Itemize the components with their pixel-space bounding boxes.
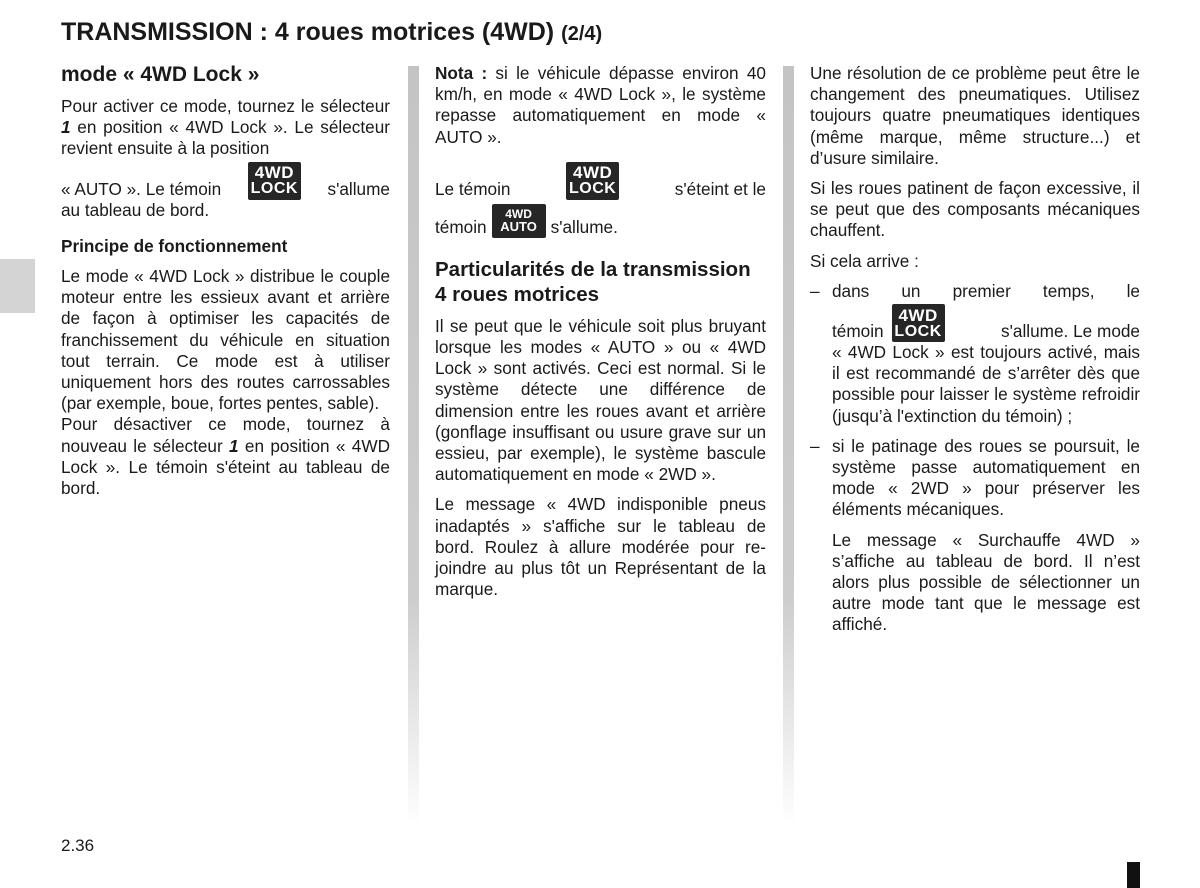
column-separator-1 <box>408 66 419 826</box>
list-item-1-icon-line <box>832 304 1140 342</box>
lamp-on-line <box>435 204 766 238</box>
selector-number-2: 1 <box>229 435 239 456</box>
column-right <box>810 63 1140 636</box>
lamp-off-text-1: Le témoin <box>435 178 511 199</box>
lock-lamp-2-line2: LOCK <box>568 180 617 198</box>
auto-lamp-line2: AUTO <box>500 219 537 235</box>
paragraph-deactivate-text-2: en position « 4WD Lock ». Le témoin s'éteint au tableau de bord. <box>61 435 390 499</box>
lamp-off-line <box>435 162 766 200</box>
activate-text-before-icon: « AUTO ». Le témoin <box>61 178 222 199</box>
page-title <box>61 18 602 47</box>
lock-lamp-line2: LOCK <box>250 180 298 198</box>
page-indicator: (2/4) <box>561 23 603 45</box>
4wd-auto-icon <box>492 204 546 238</box>
lamp-on-text-1: témoin <box>435 216 487 237</box>
column-middle <box>435 63 766 600</box>
subsection-title-principe: Principe de fonctionnement <box>61 235 288 256</box>
section-title-4wd-lock: mode « 4WD Lock » <box>61 63 260 86</box>
paragraph-message-pneus: Le message « 4WD indisponible pneus inadaptés » s'affiche sur le tableau de bord. Roulez à allure modérée pour rejoindre au plus tôt un Représentant de la marque. <box>435 494 766 600</box>
paragraph-principe: Le mode « 4WD Lock » distribue le couple moteur entre les essieux avant et arrière de façon à optimiser les capacités de franchissement du véhicule en situation tout terrain. Ce mode est à utiliser uniquement hors des routes carrossables (par exemple, boue, fortes pentes, sable). <box>61 266 390 414</box>
list-dash-1: – <box>810 280 820 301</box>
list-item-2 <box>810 436 1140 521</box>
paragraph-activate-text-1: Pour activer ce mode, tournez le sélecteur <box>61 96 390 116</box>
auto-lamp-line1: 4WD <box>505 207 532 222</box>
list-item-1-rest: « 4WD Lock » est toujours activé, mais il est recommandé de s’arrêter dès que possible pour laisser le système refroidir (jusqu’à l'extinction du témoin) ; <box>832 342 1140 426</box>
activate-text-after-icon: s'allume <box>327 178 390 199</box>
paragraph-deactivate-text-1: Pour désactiver ce mode, tournez à nouveau le sélecteur <box>61 414 390 456</box>
list-item-1-line1: dans un premier temps, le <box>832 280 1140 301</box>
paragraph-activate <box>61 96 390 160</box>
list-item-1-before-icon: témoin <box>832 321 884 342</box>
paragraph-deactivate <box>61 414 390 499</box>
selector-number: 1 <box>61 117 71 138</box>
section-title-particularites: Particularités de la transmission 4 roues motrices <box>435 257 751 307</box>
nota-text: si le véhicule dépasse environ 40 km/h, en mode « 4WD Lock », le système repasse automatiquement en mode « AUTO ». <box>435 63 766 147</box>
nota-label: Nota : <box>435 63 488 83</box>
column-left <box>61 63 390 499</box>
lock-lamp-3-line2: LOCK <box>894 322 942 340</box>
page-edge-marker <box>1127 862 1140 888</box>
page-number: 2.36 <box>61 836 95 855</box>
paragraph-surchauffe: Le message « Surchauffe 4WD » s’affiche au tableau de bord. Il n’est alors plus possible de sélectionner un autre mode tant que le message est affiché. <box>832 529 1140 635</box>
lock-lamp-line1: 4WD <box>254 163 294 183</box>
paragraph-activate-text-2: en position « 4WD Lock ». Le sélecteur revient ensuite à la position <box>61 117 390 159</box>
chapter-tab <box>0 259 35 313</box>
list-item-1 <box>810 281 1140 427</box>
nota-paragraph <box>435 63 766 148</box>
paragraph-si-cela: Si cela arrive : <box>810 250 919 271</box>
lamp-off-text-2: s'éteint et le <box>674 178 766 199</box>
paragraph-patinage: Si les roues patinent de façon excessive, il se peut que des composants mécaniques chauffent. <box>810 178 1140 241</box>
list-item-2-text: si le patinage des roues se poursuit, le système passe automatiquement en mode « 2WD » pour préserver les éléments mécaniques. <box>832 435 1140 520</box>
activate-icon-line <box>61 162 390 200</box>
activate-end: au tableau de bord. <box>61 199 210 220</box>
list-item-1-after-icon: s'allume. Le mode <box>1001 321 1140 342</box>
lock-lamp-3-line1: 4WD <box>898 305 938 325</box>
lamp-on-text-2: s'allume. <box>550 216 618 237</box>
4wd-lock-icon <box>248 162 301 200</box>
paragraph-bruyant: Il se peut que le véhicule soit plus bruyant lorsque les modes « AUTO » ou « 4WD Lock » sont activés. Ceci est normal. Si le système détecte une différence de dimension entre les roues avant et arrière (gonflage insuffisant ou usure grave sur un essieu, par exemple), le système bascule automatiquement en mode « 2WD ». <box>435 315 766 485</box>
4wd-lock-icon-2 <box>566 162 619 200</box>
column-separator-2 <box>783 66 794 826</box>
page-title-text: TRANSMISSION : 4 roues motrices (4WD) <box>61 18 555 46</box>
4wd-lock-icon-3 <box>892 304 945 342</box>
lock-lamp-2-line1: 4WD <box>573 163 613 183</box>
list-dash-2: – <box>810 435 820 456</box>
paragraph-resolution: Une résolution de ce problème peut être le changement des pneumatiques. Utilisez toujours quatre pneumatiques identiques (même marque, même structure...) et d’usure similaire. <box>810 63 1140 168</box>
